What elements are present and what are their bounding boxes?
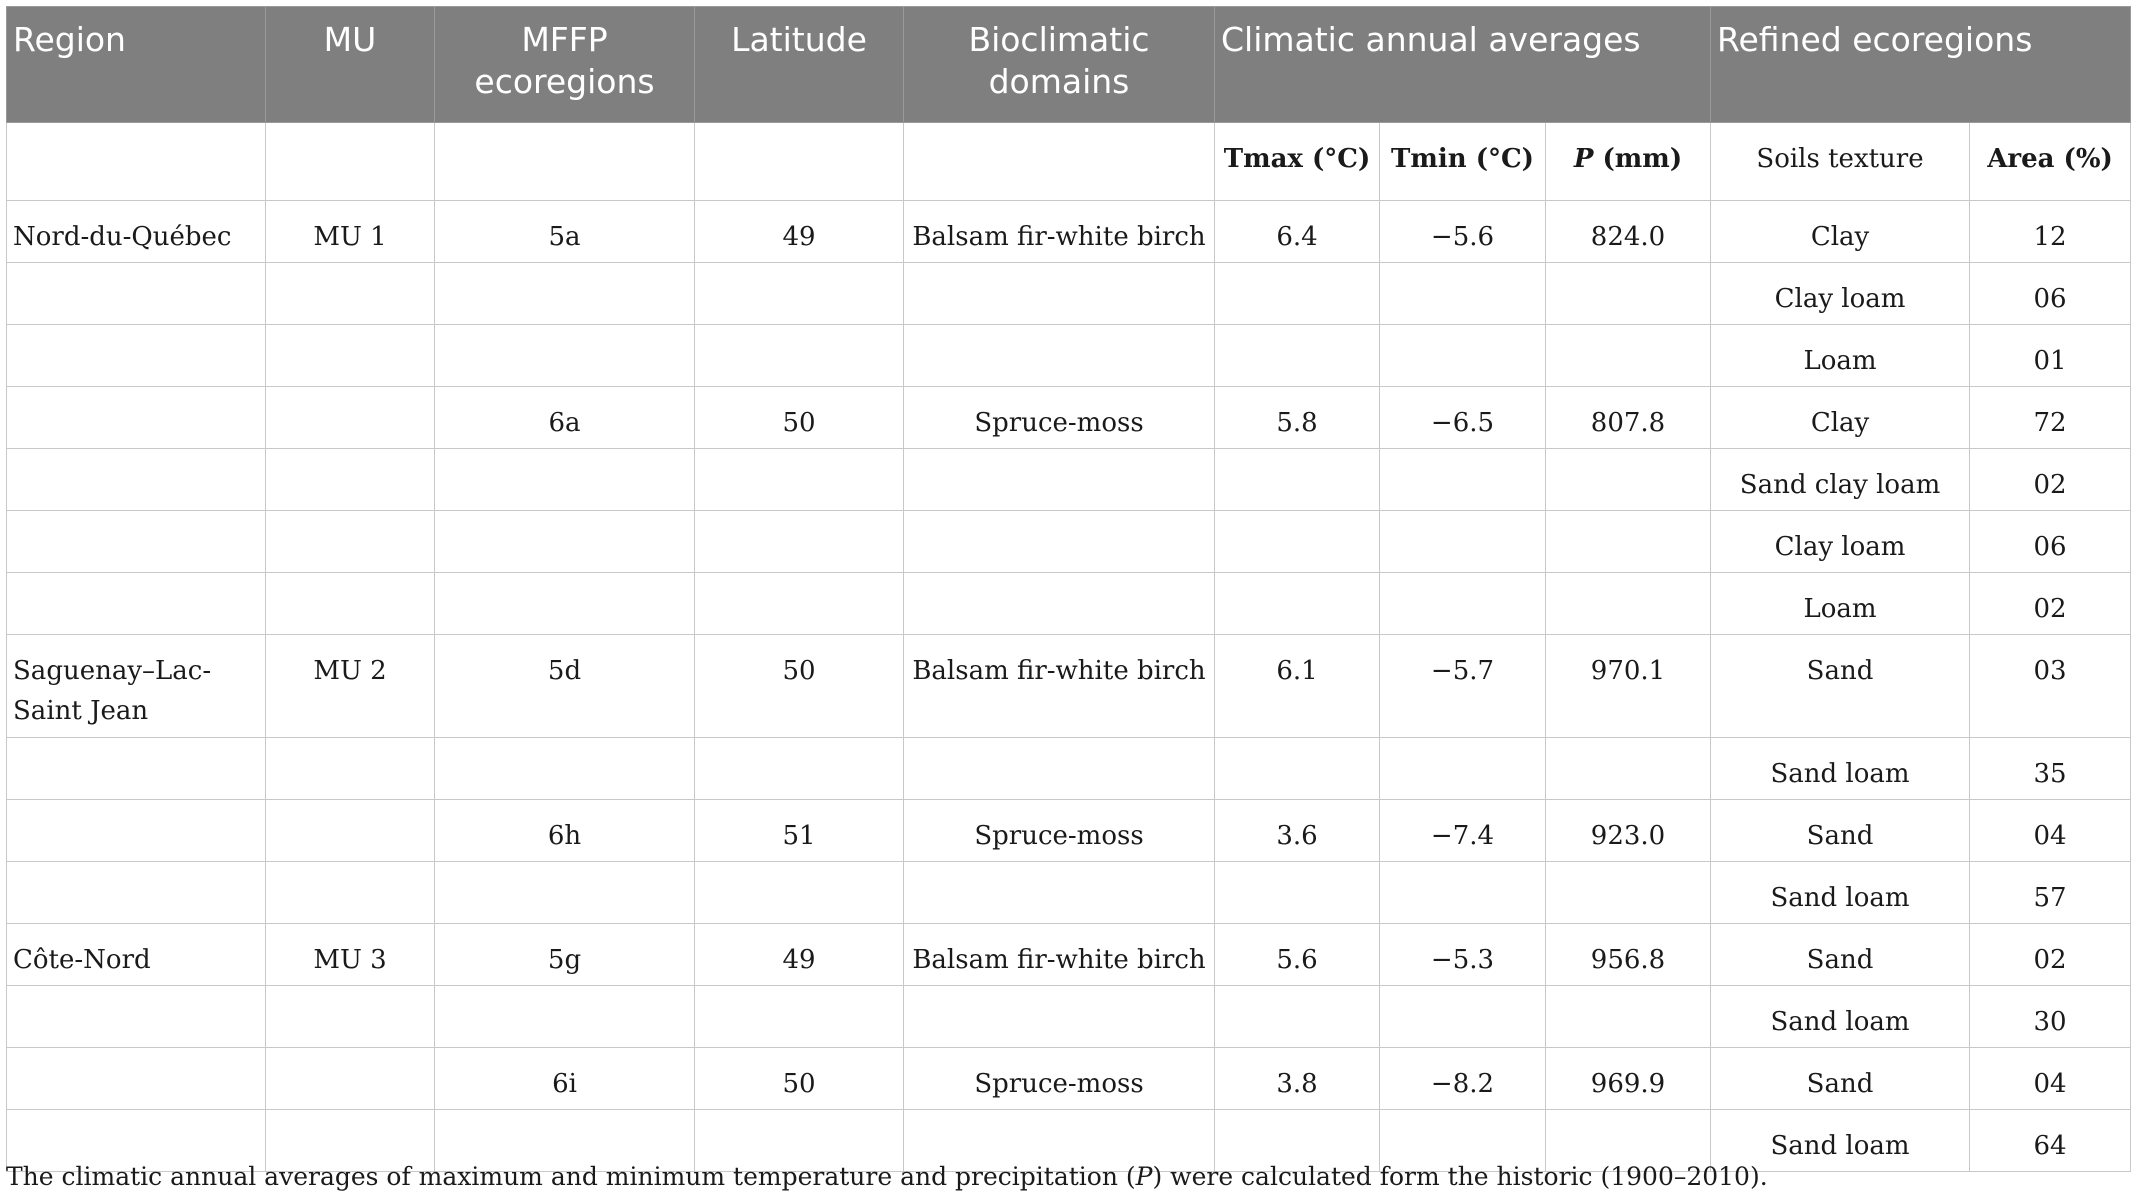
cell-tmax: 3.6 <box>1215 800 1380 862</box>
cell-mffp-ecoregion: 5g <box>435 924 695 986</box>
cell-region <box>7 511 266 573</box>
cell-bioclimatic-domain <box>904 862 1215 924</box>
cell-soil-texture: Clay loam <box>1711 263 1970 325</box>
cell-soil-texture: Clay loam <box>1711 511 1970 573</box>
subheader-tmax: Tmax (°C) <box>1215 123 1380 201</box>
cell-tmin: −5.6 <box>1380 201 1546 263</box>
cell-soil-texture: Sand <box>1711 635 1970 738</box>
subheader-soils-texture: Soils texture <box>1711 123 1970 201</box>
cell-precipitation <box>1546 573 1711 635</box>
cell-bioclimatic-domain: Balsam fir-white birch <box>904 635 1215 738</box>
cell-bioclimatic-domain <box>904 511 1215 573</box>
cell-soil-texture: Sand loam <box>1711 986 1970 1048</box>
cell-bioclimatic-domain <box>904 325 1215 387</box>
header-refined-ecoregions: Refined ecoregions <box>1711 7 2131 123</box>
cell-tmin <box>1380 511 1546 573</box>
cell-bioclimatic-domain <box>904 986 1215 1048</box>
cell-precipitation: 923.0 <box>1546 800 1711 862</box>
cell-tmin <box>1380 738 1546 800</box>
cell-mu <box>266 800 435 862</box>
cell-soil-texture: Sand <box>1711 924 1970 986</box>
cell-latitude: 50 <box>695 1048 904 1110</box>
cell-tmax: 5.6 <box>1215 924 1380 986</box>
cell-area: 02 <box>1970 449 2131 511</box>
cell-precipitation: 956.8 <box>1546 924 1711 986</box>
subheader-empty <box>435 123 695 201</box>
cell-soil-texture: Clay <box>1711 201 1970 263</box>
header-mu: MU <box>266 7 435 123</box>
cell-precipitation: 970.1 <box>1546 635 1711 738</box>
precipitation-symbol: P <box>1573 144 1594 174</box>
table-row <box>7 201 2131 263</box>
subheader-area: Area (%) <box>1970 123 2131 201</box>
header-latitude: Latitude <box>695 7 904 123</box>
subheader-empty <box>266 123 435 201</box>
cell-mu <box>266 325 435 387</box>
cell-region <box>7 986 266 1048</box>
cell-mu: MU 1 <box>266 201 435 263</box>
table-row <box>7 635 2131 738</box>
cell-soil-texture: Sand <box>1711 1048 1970 1110</box>
cell-latitude <box>695 986 904 1048</box>
cell-tmax <box>1215 862 1380 924</box>
cell-latitude <box>695 862 904 924</box>
cell-area: 57 <box>1970 862 2131 924</box>
cell-tmax <box>1215 511 1380 573</box>
table-row <box>7 449 2131 511</box>
cell-area: 01 <box>1970 325 2131 387</box>
cell-soil-texture: Sand loam <box>1711 738 1970 800</box>
ecoregions-table <box>6 6 2131 1172</box>
cell-mffp-ecoregion: 6i <box>435 1048 695 1110</box>
table-row <box>7 1048 2131 1110</box>
header-bioclimatic-domains: Bioclimatic domains <box>904 7 1215 123</box>
cell-tmax: 6.1 <box>1215 635 1380 738</box>
cell-mu <box>266 263 435 325</box>
cell-area: 30 <box>1970 986 2131 1048</box>
cell-area: 35 <box>1970 738 2131 800</box>
cell-latitude <box>695 325 904 387</box>
cell-region: Nord-du-Québec <box>7 201 266 263</box>
table-row <box>7 511 2131 573</box>
cell-area: 04 <box>1970 800 2131 862</box>
cell-mffp-ecoregion: 5a <box>435 201 695 263</box>
subheader-empty <box>7 123 266 201</box>
cell-tmin <box>1380 986 1546 1048</box>
cell-latitude <box>695 738 904 800</box>
cell-tmin: −7.4 <box>1380 800 1546 862</box>
cell-bioclimatic-domain <box>904 738 1215 800</box>
cell-region <box>7 449 266 511</box>
cell-mu <box>266 986 435 1048</box>
cell-latitude: 51 <box>695 800 904 862</box>
cell-latitude <box>695 573 904 635</box>
header-mffp-ecoregions: MFFP ecoregions <box>435 7 695 123</box>
cell-tmin: −8.2 <box>1380 1048 1546 1110</box>
cell-mffp-ecoregion <box>435 573 695 635</box>
cell-bioclimatic-domain <box>904 263 1215 325</box>
cell-bioclimatic-domain <box>904 573 1215 635</box>
cell-mffp-ecoregion: 5d <box>435 635 695 738</box>
cell-area: 72 <box>1970 387 2131 449</box>
subheader-empty <box>904 123 1215 201</box>
cell-mu <box>266 862 435 924</box>
cell-region <box>7 573 266 635</box>
cell-mu <box>266 573 435 635</box>
cell-precipitation <box>1546 986 1711 1048</box>
cell-mffp-ecoregion <box>435 263 695 325</box>
table-row <box>7 924 2131 986</box>
cell-mffp-ecoregion: 6a <box>435 387 695 449</box>
cell-tmax: 3.8 <box>1215 1048 1380 1110</box>
cell-area: 06 <box>1970 263 2131 325</box>
cell-precipitation <box>1546 325 1711 387</box>
cell-precipitation: 969.9 <box>1546 1048 1711 1110</box>
header-climatic-annual-averages: Climatic annual averages <box>1215 7 1711 123</box>
footnote-text-end: ) were calculated form the historic (1900–2010). <box>1152 1162 1768 1191</box>
subheader-tmin: Tmin (°C) <box>1380 123 1546 201</box>
cell-mu <box>266 738 435 800</box>
cell-area: 02 <box>1970 573 2131 635</box>
cell-latitude <box>695 449 904 511</box>
cell-soil-texture: Sand <box>1711 800 1970 862</box>
cell-tmax <box>1215 325 1380 387</box>
cell-mu <box>266 511 435 573</box>
table-row <box>7 573 2131 635</box>
cell-mffp-ecoregion <box>435 449 695 511</box>
cell-latitude: 49 <box>695 924 904 986</box>
cell-tmax <box>1215 263 1380 325</box>
table-subheader-row <box>7 123 2131 201</box>
cell-tmax <box>1215 986 1380 1048</box>
cell-mu: MU 2 <box>266 635 435 738</box>
cell-precipitation: 807.8 <box>1546 387 1711 449</box>
header-region: Region <box>7 7 266 123</box>
cell-region <box>7 800 266 862</box>
cell-precipitation: 824.0 <box>1546 201 1711 263</box>
cell-soil-texture: Sand clay loam <box>1711 449 1970 511</box>
cell-tmin: −5.3 <box>1380 924 1546 986</box>
cell-precipitation <box>1546 449 1711 511</box>
cell-precipitation <box>1546 263 1711 325</box>
cell-latitude: 49 <box>695 201 904 263</box>
table-row <box>7 986 2131 1048</box>
cell-mffp-ecoregion: 6h <box>435 800 695 862</box>
table-row <box>7 862 2131 924</box>
cell-precipitation <box>1546 738 1711 800</box>
cell-mffp-ecoregion <box>435 862 695 924</box>
table-row <box>7 387 2131 449</box>
cell-mu <box>266 387 435 449</box>
cell-precipitation <box>1546 511 1711 573</box>
cell-region <box>7 387 266 449</box>
footnote-p-symbol: P <box>1135 1162 1153 1191</box>
cell-latitude: 50 <box>695 635 904 738</box>
cell-area: 64 <box>1970 1110 2131 1172</box>
cell-tmax <box>1215 738 1380 800</box>
cell-latitude: 50 <box>695 387 904 449</box>
cell-bioclimatic-domain: Spruce-moss <box>904 800 1215 862</box>
cell-area: 03 <box>1970 635 2131 738</box>
cell-tmax <box>1215 573 1380 635</box>
table-header-row <box>7 7 2131 123</box>
subheader-empty <box>695 123 904 201</box>
cell-precipitation <box>1546 862 1711 924</box>
cell-soil-texture: Clay <box>1711 387 1970 449</box>
cell-region <box>7 263 266 325</box>
cell-soil-texture: Sand loam <box>1711 862 1970 924</box>
cell-mffp-ecoregion <box>435 511 695 573</box>
cell-tmin <box>1380 263 1546 325</box>
cell-tmin: −5.7 <box>1380 635 1546 738</box>
cell-bioclimatic-domain <box>904 449 1215 511</box>
cell-region <box>7 862 266 924</box>
cell-latitude <box>695 263 904 325</box>
cell-tmin <box>1380 862 1546 924</box>
cell-area: 02 <box>1970 924 2131 986</box>
cell-mu <box>266 1048 435 1110</box>
cell-tmin <box>1380 449 1546 511</box>
cell-bioclimatic-domain: Balsam fir-white birch <box>904 924 1215 986</box>
cell-bioclimatic-domain: Spruce-moss <box>904 387 1215 449</box>
cell-mu: MU 3 <box>266 924 435 986</box>
table-row <box>7 738 2131 800</box>
cell-mffp-ecoregion <box>435 325 695 387</box>
cell-area: 06 <box>1970 511 2131 573</box>
cell-region <box>7 325 266 387</box>
cell-soil-texture: Sand loam <box>1711 1110 1970 1172</box>
cell-area: 12 <box>1970 201 2131 263</box>
cell-tmax <box>1215 449 1380 511</box>
cell-region: Saguenay–Lac-Saint Jean <box>7 635 266 738</box>
table-footnote <box>6 1162 1768 1191</box>
data-table-container <box>6 6 2130 1172</box>
cell-mffp-ecoregion <box>435 738 695 800</box>
cell-bioclimatic-domain: Balsam fir-white birch <box>904 201 1215 263</box>
cell-tmax: 5.8 <box>1215 387 1380 449</box>
cell-region <box>7 1048 266 1110</box>
cell-soil-texture: Loam <box>1711 325 1970 387</box>
cell-tmin <box>1380 573 1546 635</box>
cell-region: Côte-Nord <box>7 924 266 986</box>
cell-soil-texture: Loam <box>1711 573 1970 635</box>
cell-bioclimatic-domain: Spruce-moss <box>904 1048 1215 1110</box>
table-row <box>7 800 2131 862</box>
subheader-precipitation <box>1546 123 1711 201</box>
table-row <box>7 325 2131 387</box>
cell-tmin <box>1380 325 1546 387</box>
table-row <box>7 263 2131 325</box>
cell-tmin: −6.5 <box>1380 387 1546 449</box>
cell-latitude <box>695 511 904 573</box>
cell-tmax: 6.4 <box>1215 201 1380 263</box>
footnote-text-start: The climatic annual averages of maximum and minimum temperature and precipitation ( <box>6 1162 1136 1191</box>
cell-mffp-ecoregion <box>435 986 695 1048</box>
cell-mu <box>266 449 435 511</box>
cell-area: 04 <box>1970 1048 2131 1110</box>
precipitation-unit: (mm) <box>1593 144 1683 174</box>
cell-region <box>7 738 266 800</box>
